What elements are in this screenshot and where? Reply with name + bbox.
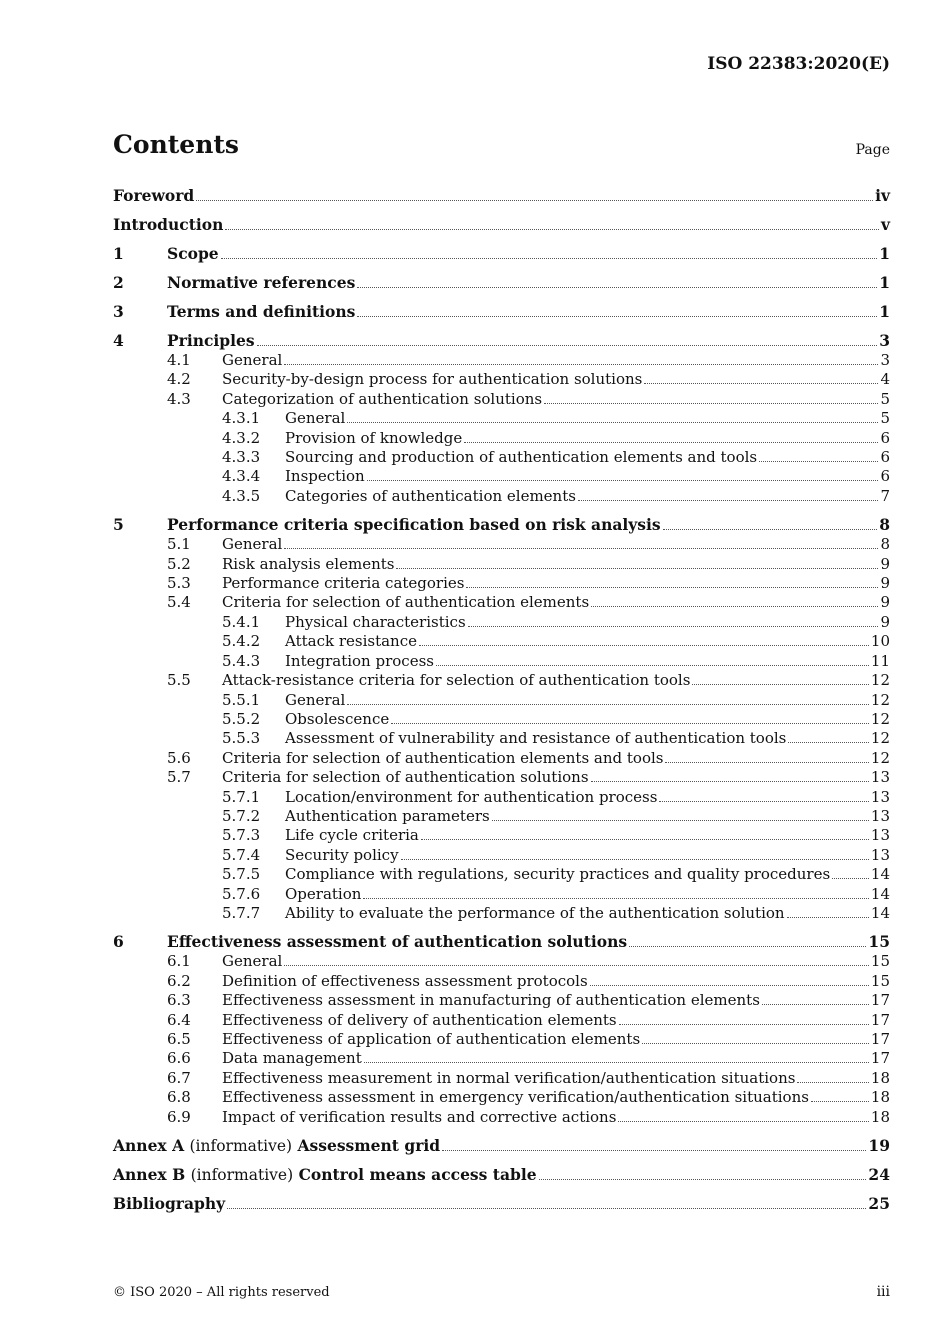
toc-entry-title: Effectiveness of delivery of authentication elements <box>222 1010 617 1029</box>
toc-entry-page: 6 <box>880 448 890 467</box>
toc-entry[interactable] <box>113 448 890 467</box>
toc-leader-dots <box>284 364 878 365</box>
toc-entry[interactable] <box>113 1088 890 1107</box>
toc-entry-title: Criteria for selection of authentication solutions <box>222 768 589 787</box>
toc-entry[interactable] <box>113 729 890 748</box>
toc-entry-page: 12 <box>870 671 890 690</box>
toc-entry-title: Provision of knowledge <box>285 428 463 447</box>
toc-entry-title: Effectiveness assessment in emergency verification/authentication situations <box>222 1088 809 1107</box>
toc-entry-page: 8 <box>879 515 890 535</box>
toc-entry-number: 5.7.7 <box>222 903 261 922</box>
toc-entry-page: 12 <box>870 709 890 728</box>
toc-entry[interactable] <box>113 302 890 322</box>
toc-entry-number: 5.5.2 <box>222 709 261 728</box>
toc-leader-dots <box>347 422 878 423</box>
toc-leader-dots <box>419 645 869 646</box>
toc-entry[interactable] <box>113 749 890 768</box>
toc-entry-title: Risk analysis elements <box>222 554 395 573</box>
toc-entry-title: General <box>222 351 283 369</box>
toc-entry-number: 5.4.2 <box>222 632 261 651</box>
toc-entry-page: 14 <box>870 903 890 922</box>
toc-leader-dots <box>357 316 877 317</box>
toc-entry-page: v <box>880 215 890 234</box>
toc-entry-page: 17 <box>870 1030 890 1048</box>
toc-entry-title: Compliance with regulations, security practices and quality procedures <box>285 865 831 884</box>
toc-entry-page: 15 <box>868 932 890 952</box>
toc-entry-number: 4.3.4 <box>222 467 261 486</box>
toc-entry[interactable] <box>113 1069 890 1088</box>
toc-entry[interactable] <box>113 1049 890 1068</box>
toc-entry[interactable] <box>113 331 890 351</box>
toc-leader-dots <box>363 898 869 899</box>
toc-leader-dots <box>665 762 868 763</box>
toc-leader-dots <box>832 878 869 879</box>
toc-leader-dots <box>221 258 878 259</box>
toc-entry-title: Attack-resistance criteria for selection of authentication tools <box>222 671 691 690</box>
toc-entry-number: 5.7.3 <box>222 826 261 845</box>
toc-leader-dots <box>618 1121 868 1122</box>
toc-entry-page: 9 <box>880 593 890 612</box>
toc-entry[interactable] <box>113 807 890 826</box>
toc-entry-page: 4 <box>880 370 890 389</box>
toc-entry-number: 5.5.3 <box>222 729 261 748</box>
toc-leader-dots <box>391 723 869 724</box>
toc-entry-title: Security policy <box>285 845 399 864</box>
toc-entry-number: 5.7 <box>167 768 191 787</box>
page-number: iii <box>876 1284 890 1300</box>
toc-entry-title: Ability to evaluate the performance of the authentication solution <box>285 903 785 922</box>
toc-leader-dots <box>759 461 878 462</box>
toc-entry-title: Terms and definitions <box>167 302 356 321</box>
toc-entry-number: 5.3 <box>167 574 191 593</box>
toc-entry[interactable] <box>113 593 890 612</box>
toc-leader-dots <box>357 287 877 288</box>
toc-entry[interactable] <box>113 244 890 264</box>
toc-entry-number: 6.7 <box>167 1068 191 1087</box>
toc-entry-title: Bibliography <box>113 1194 226 1214</box>
toc-leader-dots <box>659 801 868 802</box>
toc-entry-page: 6 <box>880 467 890 486</box>
toc-leader-dots <box>284 548 878 549</box>
toc-entry-number: 6.8 <box>167 1088 191 1107</box>
toc-leader-dots <box>797 1082 868 1083</box>
toc-entry-number: 4 <box>113 331 124 350</box>
toc-entry-title: Effectiveness assessment in manufacturing of authentication elements <box>222 991 760 1010</box>
toc-leader-dots <box>578 500 879 501</box>
toc-entry-page: 18 <box>870 1088 890 1107</box>
toc-entry-title: Scope <box>167 244 219 263</box>
toc-entry-number: 6.1 <box>167 952 191 971</box>
toc-entry-page: 14 <box>870 865 890 884</box>
toc-entry[interactable] <box>113 574 890 593</box>
toc-entry[interactable] <box>113 467 890 486</box>
toc-entry-number: 5.4.3 <box>222 651 261 670</box>
toc-entry[interactable] <box>113 710 890 729</box>
toc-entry-number: 6.9 <box>167 1107 191 1126</box>
toc-leader-dots <box>492 820 869 821</box>
toc-entry-number: 5.7.1 <box>222 787 261 806</box>
toc-leader-dots <box>619 1024 869 1025</box>
toc-entry[interactable] <box>113 972 890 991</box>
toc-entry-title: Assessment of vulnerability and resistance of authentication tools <box>285 729 787 748</box>
toc-entry-page: 8 <box>880 535 890 554</box>
toc-entry-number: 2 <box>113 273 124 292</box>
toc-leader-dots <box>644 383 878 384</box>
toc-entry[interactable] <box>113 1011 890 1030</box>
toc-entry-number: 5.7.2 <box>222 806 261 825</box>
toc-entry-number: 6.4 <box>167 1010 191 1029</box>
toc-leader-dots <box>642 1043 869 1044</box>
toc-entry-title: Criteria for selection of authentication elements and tools <box>222 748 664 767</box>
toc-entry-page: 19 <box>868 1136 890 1156</box>
toc-entry-page: 13 <box>870 806 890 825</box>
toc-entry[interactable] <box>113 768 890 787</box>
toc-entry-title: Foreword <box>113 186 195 205</box>
toc-entry[interactable] <box>113 826 890 845</box>
toc-leader-dots <box>421 839 869 840</box>
toc-entry-page: 17 <box>870 991 890 1010</box>
toc-leader-dots <box>788 742 869 743</box>
toc-entry-number: 4.3 <box>167 389 191 408</box>
toc-entry-number: 4.3.3 <box>222 448 261 467</box>
toc-entry-title: Impact of verification results and corrective actions <box>222 1107 617 1126</box>
toc-entry-title: Performance criteria specification based on risk analysis <box>167 515 661 535</box>
toc-annex-type: (informative) <box>189 1137 293 1156</box>
toc-entry[interactable] <box>113 515 890 535</box>
toc-leader-dots <box>401 859 869 860</box>
toc-entry-number: 6.2 <box>167 971 191 990</box>
toc-entry-title: Categorization of authentication solutions <box>222 389 543 408</box>
toc-entry-title: Security-by-design process for authentication solutions <box>222 370 643 389</box>
toc-entry-number: 5.7.4 <box>222 845 261 864</box>
toc-entry[interactable] <box>113 1165 890 1185</box>
toc-leader-dots <box>468 626 879 627</box>
toc-entry-title: Definition of effectiveness assessment protocols <box>222 971 588 990</box>
toc-entry[interactable] <box>113 613 890 632</box>
toc-entry-page: 18 <box>870 1107 890 1126</box>
toc-entry-number: 6.5 <box>167 1030 191 1048</box>
toc-leader-dots <box>663 529 878 530</box>
toc-entry-number: 5.6 <box>167 748 191 767</box>
toc-entry[interactable] <box>113 535 890 554</box>
toc-entry-page: 13 <box>870 845 890 864</box>
toc-entry-title: Physical characteristics <box>285 612 466 631</box>
toc-entry-number: 5.4.1 <box>222 612 261 631</box>
toc-entry-page: 10 <box>870 632 890 651</box>
toc-leader-dots <box>762 1004 869 1005</box>
toc-entry-title: Sourcing and production of authentication elements and tools <box>285 448 758 467</box>
toc-leader-dots <box>367 480 879 481</box>
toc-entry-title: Categories of authentication elements <box>285 486 576 505</box>
toc-leader-dots <box>591 781 869 782</box>
toc-entry-title: Life cycle criteria <box>285 826 419 845</box>
toc-entry-title: Inspection <box>285 467 365 486</box>
toc-leader-dots <box>436 665 869 666</box>
toc-leader-dots <box>257 345 878 346</box>
toc-entry-number: 5.2 <box>167 554 191 573</box>
toc-leader-dots <box>227 1208 866 1209</box>
toc-entry[interactable] <box>113 865 890 884</box>
toc-leader-dots <box>466 587 878 588</box>
toc-leader-dots <box>539 1179 867 1180</box>
toc-leader-dots <box>692 684 869 685</box>
toc-entry-title: Assessment grid <box>297 1136 441 1156</box>
toc-entry-number: 4.3.1 <box>222 409 261 428</box>
toc-entry[interactable] <box>113 991 890 1010</box>
toc-entry[interactable] <box>113 904 890 923</box>
toc-entry[interactable] <box>113 487 890 506</box>
toc-entry-page: iv <box>875 186 890 205</box>
toc-entry[interactable] <box>113 932 890 952</box>
toc-leader-dots <box>347 704 869 705</box>
toc-entry[interactable] <box>113 846 890 865</box>
toc-entry-title: Normative references <box>167 273 356 292</box>
toc-entry-page: 5 <box>880 389 890 408</box>
toc-entry-page: 13 <box>870 768 890 787</box>
toc-entry-title: Location/environment for authentication process <box>285 787 658 806</box>
toc-leader-dots <box>811 1101 869 1102</box>
toc-entry-page: 1 <box>879 302 890 321</box>
page-title: Contents <box>113 130 240 159</box>
table-of-contents <box>113 186 890 1214</box>
toc-entry-title: General <box>285 409 346 428</box>
page-column-label: Page <box>855 142 890 158</box>
toc-entry[interactable] <box>113 429 890 448</box>
toc-entry-title: Effectiveness measurement in normal verification/authentication situations <box>222 1068 796 1087</box>
toc-entry[interactable] <box>113 370 890 389</box>
toc-entry[interactable] <box>113 952 890 971</box>
document-id: ISO 22383:2020(E) <box>707 54 890 74</box>
toc-entry-title: Data management <box>222 1049 362 1068</box>
toc-entry-page: 7 <box>880 486 890 505</box>
toc-entry-title: Integration process <box>285 651 434 670</box>
toc-entry[interactable] <box>113 691 890 710</box>
toc-entry-number: 5.7.6 <box>222 884 261 903</box>
toc-entry-page: 15 <box>870 971 890 990</box>
toc-entry-title: Performance criteria categories <box>222 574 465 593</box>
toc-entry[interactable] <box>113 273 890 293</box>
toc-leader-dots <box>787 917 869 918</box>
toc-leader-dots <box>225 229 879 230</box>
toc-entry-title: Principles <box>167 331 255 350</box>
toc-entry-page: 3 <box>880 351 890 369</box>
toc-annex-label: Annex A <box>113 1136 185 1156</box>
toc-leader-dots <box>464 442 878 443</box>
toc-entry[interactable] <box>113 1136 890 1156</box>
toc-entry-title: General <box>222 535 283 554</box>
toc-entry-title: Introduction <box>113 215 224 234</box>
toc-entry[interactable] <box>113 652 890 671</box>
toc-entry-number: 5.5.1 <box>222 690 261 709</box>
toc-entry-page: 6 <box>880 428 890 447</box>
toc-entry-title: Effectiveness assessment of authentication solutions <box>167 932 628 952</box>
toc-entry-title: General <box>285 690 346 709</box>
toc-entry-page: 5 <box>880 409 890 428</box>
toc-entry-title: Control means access table <box>298 1165 537 1185</box>
toc-entry-number: 3 <box>113 302 124 321</box>
toc-entry-number: 4.1 <box>167 351 191 369</box>
toc-entry-page: 12 <box>870 690 890 709</box>
toc-entry-number: 5.4 <box>167 593 191 612</box>
toc-leader-dots <box>442 1150 866 1151</box>
toc-entry-number: 5.5 <box>167 671 191 690</box>
toc-entry[interactable] <box>113 409 890 428</box>
toc-entry-number: 6 <box>113 932 124 952</box>
toc-entry-number: 4.3.5 <box>222 486 261 505</box>
toc-annex-type: (informative) <box>190 1166 294 1185</box>
toc-entry[interactable] <box>113 1108 890 1127</box>
toc-leader-dots <box>284 965 869 966</box>
toc-entry-title: Obsolescence <box>285 709 390 728</box>
toc-entry-page: 12 <box>870 748 890 767</box>
toc-entry-title: Attack resistance <box>285 632 417 651</box>
toc-entry[interactable] <box>113 1030 890 1049</box>
toc-leader-dots <box>396 568 878 569</box>
toc-entry-title: Effectiveness of application of authentication elements <box>222 1030 641 1048</box>
toc-entry[interactable] <box>113 788 890 807</box>
toc-entry-title: General <box>222 952 283 971</box>
toc-entry-page: 11 <box>870 651 890 670</box>
toc-leader-dots <box>629 946 866 947</box>
toc-entry[interactable] <box>113 351 890 370</box>
toc-entry-number: 4.2 <box>167 370 191 389</box>
toc-entry[interactable] <box>113 885 890 904</box>
copyright-notice: © ISO 2020 – All rights reserved <box>113 1285 330 1300</box>
toc-entry-page: 1 <box>879 244 890 263</box>
toc-entry-page: 17 <box>870 1010 890 1029</box>
toc-entry[interactable] <box>113 671 890 690</box>
toc-annex-label: Annex B <box>113 1165 186 1185</box>
toc-entry-title: Authentication parameters <box>285 806 490 825</box>
toc-leader-dots <box>591 606 878 607</box>
toc-entry-number: 5.1 <box>167 535 191 554</box>
toc-entry-number: 5.7.5 <box>222 865 261 884</box>
toc-entry-page: 13 <box>870 826 890 845</box>
toc-leader-dots <box>196 200 873 201</box>
toc-entry-number: 4.3.2 <box>222 428 261 447</box>
toc-leader-dots <box>364 1062 869 1063</box>
toc-entry-page: 1 <box>879 273 890 292</box>
toc-entry[interactable] <box>113 186 890 206</box>
toc-entry-page: 9 <box>880 554 890 573</box>
toc-entry-page: 15 <box>870 952 890 971</box>
toc-entry-page: 9 <box>880 612 890 631</box>
toc-entry-page: 13 <box>870 787 890 806</box>
toc-entry-page: 3 <box>879 331 890 350</box>
toc-entry[interactable] <box>113 215 890 235</box>
toc-entry[interactable] <box>113 555 890 574</box>
toc-entry-number: 6.3 <box>167 991 191 1010</box>
toc-entry-title: Criteria for selection of authentication elements <box>222 593 590 612</box>
toc-entry-page: 12 <box>870 729 890 748</box>
toc-entry-number: 1 <box>113 244 124 263</box>
toc-leader-dots <box>590 985 869 986</box>
toc-entry[interactable] <box>113 632 890 651</box>
toc-entry[interactable] <box>113 390 890 409</box>
toc-leader-dots <box>544 403 878 404</box>
toc-entry[interactable] <box>113 1194 890 1214</box>
toc-entry-number: 6.6 <box>167 1049 191 1068</box>
toc-entry-page: 18 <box>870 1068 890 1087</box>
toc-entry-page: 14 <box>870 884 890 903</box>
toc-entry-title: Operation <box>285 884 362 903</box>
toc-entry-page: 17 <box>870 1049 890 1068</box>
toc-entry-number: 5 <box>113 515 124 535</box>
toc-entry-page: 9 <box>880 574 890 593</box>
toc-entry-page: 25 <box>868 1194 890 1214</box>
toc-entry-page: 24 <box>868 1165 890 1185</box>
